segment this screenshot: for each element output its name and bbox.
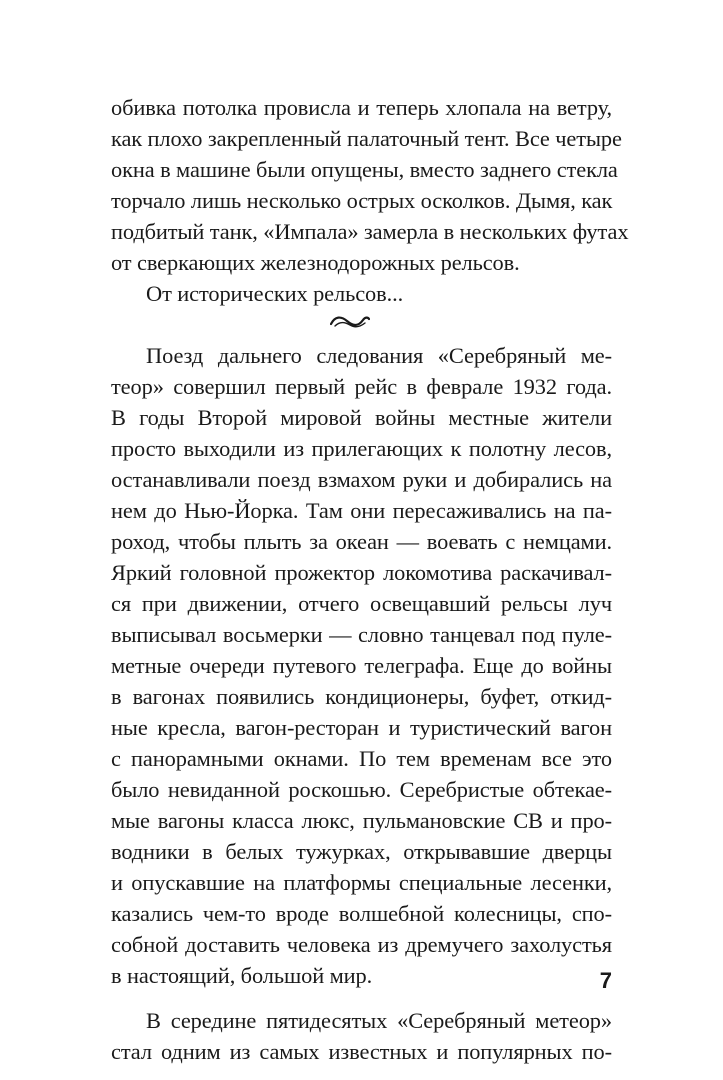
text-line: было невиданной роскошью. Серебристые обтекае- (111, 777, 612, 802)
text-line: в настоящий, большой мир. (111, 963, 373, 988)
text-line: водники в белых тужурках, открывавшие дверцы (111, 839, 612, 864)
text-line: в вагонах появились кондиционеры, буфет, откид- (111, 684, 612, 709)
text-line: от сверкающих железнодорожных рельсов. (111, 250, 520, 275)
text-line: как плохо закрепленный палаточный тент. Все четыре (111, 126, 622, 151)
text-line: выписывал восьмерки — словно танцевал под пуле- (111, 622, 612, 647)
swash-ornament-icon (330, 315, 370, 329)
text-line: останавливали поезд взмахом руки и добирались на (111, 467, 612, 492)
text-line: метные очереди путевого телеграфа. Еще до войны (111, 653, 612, 678)
text-line: просто выходили из прилегающих к полотну лесов, (111, 436, 612, 461)
text-line: с панорамными окнами. По тем временам все это (111, 746, 612, 771)
text-line: роход, чтобы плыть за океан — воевать с немцами. (111, 529, 612, 554)
text-line: Поезд дальнего следования «Серебряный ме- (146, 343, 612, 368)
text-line: Яркий головной прожектор локомотива раскачивал- (111, 560, 612, 585)
text-line: ные кресла, вагон-ресторан и туристический вагон (111, 715, 612, 740)
text-line: В годы Второй мировой войны местные жители (111, 405, 612, 430)
text-line: От исторических рельсов... (146, 281, 404, 306)
text-line: нем до Нью-Йорка. Там они пересаживались на па- (111, 498, 612, 523)
text-line: собной доставить человека из дремучего захолустья (111, 932, 612, 957)
page-number: 7 (599, 968, 612, 993)
text-line: и опускавшие на платформы специальные лесенки, (111, 870, 612, 895)
text-line: теор» совершил первый рейс в феврале 1932 года. (111, 374, 612, 399)
text-line: стал одним из самых известных и популярных по- (111, 1039, 612, 1064)
text-line: ся при движении, отчего освещавший рельсы луч (111, 591, 612, 616)
text-line: окна в машине были опущены, вместо заднего стекла (111, 157, 618, 182)
text-line: подбитый танк, «Импала» замерла в нескольких футах (111, 219, 629, 244)
text-line: торчало лишь несколько острых осколков. Дымя, как (111, 188, 613, 213)
text-line: В середине пятидесятых «Серебряный метеор» (146, 1008, 612, 1033)
text-line: мые вагоны класса люкс, пульмановские СВ и про- (111, 808, 612, 833)
text-line: обивка потолка провисла и теперь хлопала на ветру, (111, 95, 612, 120)
text-line: казались чем-то вроде волшебной колесницы, спо- (111, 901, 612, 926)
